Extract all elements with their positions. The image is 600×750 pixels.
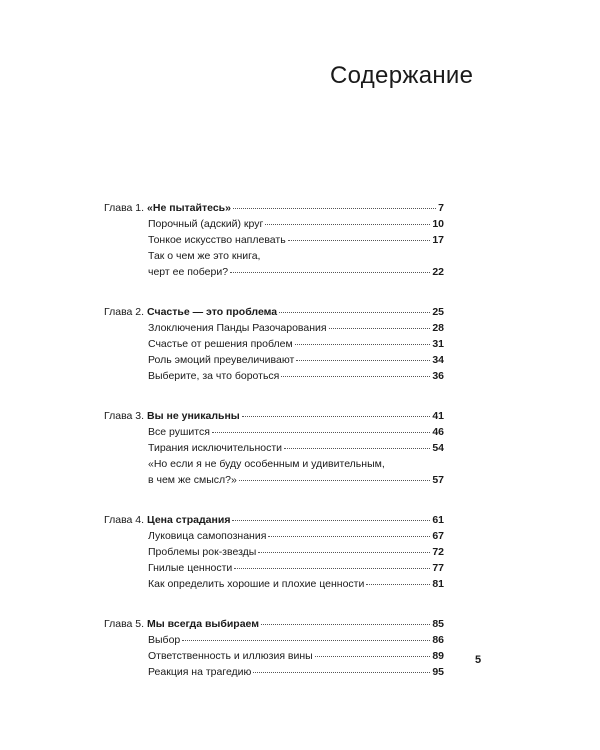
section-title: Проблемы рок-звезды [148, 546, 257, 558]
dot-leader [258, 552, 430, 553]
dot-leader [315, 656, 431, 657]
section-page: 95 [432, 666, 444, 678]
chapter-prefix: Глава 1. [104, 202, 145, 214]
chapter-1 [104, 202, 444, 282]
dot-leader [296, 360, 430, 361]
section-title: Все рушится [148, 426, 210, 438]
section-title: Гнилые ценности [148, 562, 233, 574]
dot-leader [288, 240, 431, 241]
section-page: 57 [432, 474, 444, 486]
dot-leader [253, 672, 430, 673]
chapter-heading[interactable] [104, 306, 444, 322]
section-page: 17 [432, 234, 444, 246]
section-page: 34 [432, 354, 444, 366]
section-title-line1: «Но если я не буду особенным и удивительным, [148, 458, 385, 470]
section-entry[interactable] [104, 546, 444, 562]
section-entry[interactable] [104, 250, 444, 282]
chapter-prefix: Глава 3. [104, 410, 145, 422]
chapter-heading[interactable] [104, 618, 444, 634]
chapter-4 [104, 514, 444, 594]
chapter-page: 61 [432, 514, 444, 526]
table-of-contents [104, 202, 444, 706]
section-title: Как определить хорошие и плохие ценности [148, 578, 365, 590]
section-page: 28 [432, 322, 444, 334]
chapter-prefix: Глава 2. [104, 306, 145, 318]
dot-leader [261, 624, 430, 625]
chapter-3 [104, 410, 444, 490]
dot-leader [230, 272, 430, 273]
section-page: 46 [432, 426, 444, 438]
section-page: 72 [432, 546, 444, 558]
chapter-title: Цена страдания [147, 514, 231, 526]
dot-leader [182, 640, 430, 641]
dot-leader [234, 568, 430, 569]
section-entry[interactable] [104, 322, 444, 338]
section-entry[interactable] [104, 234, 444, 250]
dot-leader [265, 224, 430, 225]
section-title-line1: Так о чем же это книга, [148, 250, 261, 262]
dot-leader [212, 432, 430, 433]
dot-leader [295, 344, 431, 345]
section-entry[interactable] [104, 666, 444, 682]
chapter-2 [104, 306, 444, 386]
chapter-title: Мы всегда выбираем [147, 618, 260, 630]
section-entry[interactable] [104, 442, 444, 458]
section-title-line2: черт ее побери? [148, 266, 229, 278]
section-entry[interactable] [104, 354, 444, 370]
section-title: Тирания исключительности [148, 442, 283, 454]
dot-leader [279, 312, 430, 313]
section-title: Роль эмоций преувеличивают [148, 354, 295, 366]
chapter-heading[interactable] [104, 410, 444, 426]
dot-leader [233, 208, 436, 209]
dot-leader [268, 536, 430, 537]
chapter-prefix: Глава 5. [104, 618, 145, 630]
chapter-page: 85 [432, 618, 444, 630]
page-title: Содержание [330, 62, 474, 89]
section-page: 31 [432, 338, 444, 350]
dot-leader [366, 584, 430, 585]
chapter-prefix: Глава 4. [104, 514, 145, 526]
section-page: 89 [432, 650, 444, 662]
section-entry[interactable] [104, 634, 444, 650]
chapter-title: «Не пытайтесь» [147, 202, 231, 214]
section-page: 22 [432, 266, 444, 278]
chapter-heading[interactable] [104, 202, 444, 218]
section-title: Счастье от решения проблем [148, 338, 293, 350]
dot-leader [242, 416, 431, 417]
section-page: 36 [432, 370, 444, 382]
dot-leader [232, 520, 430, 521]
section-entry[interactable] [104, 338, 444, 354]
section-title: Луковица самопознания [148, 530, 267, 542]
chapter-title: Счастье — это проблема [147, 306, 278, 318]
section-page: 77 [432, 562, 444, 574]
section-page: 81 [432, 578, 444, 590]
section-page: 86 [432, 634, 444, 646]
dot-leader [329, 328, 431, 329]
section-page: 10 [432, 218, 444, 230]
dot-leader [284, 448, 430, 449]
section-entry[interactable] [104, 562, 444, 578]
section-title: Выбор [148, 634, 181, 646]
dot-leader [239, 480, 431, 481]
section-title: Выберите, за что бороться [148, 370, 280, 382]
chapter-page: 25 [432, 306, 444, 318]
chapter-heading[interactable] [104, 514, 444, 530]
section-title: Ответственность и иллюзия вины [148, 650, 313, 662]
section-title: Реакция на трагедию [148, 666, 252, 678]
section-entry[interactable] [104, 530, 444, 546]
chapter-title: Вы не уникальны [147, 410, 240, 422]
section-page: 67 [432, 530, 444, 542]
section-title-line2: в чем же смысл?» [148, 474, 237, 486]
section-page: 54 [432, 442, 444, 454]
section-entry[interactable] [104, 370, 444, 386]
dot-leader [281, 376, 430, 377]
page-number: 5 [475, 654, 482, 666]
chapter-page: 41 [432, 410, 444, 422]
section-entry[interactable] [104, 578, 444, 594]
section-entry[interactable] [104, 218, 444, 234]
chapter-page: 7 [438, 202, 444, 214]
chapter-5 [104, 618, 444, 682]
section-title: Злоключения Панды Разочарования [148, 322, 327, 334]
section-entry[interactable] [104, 426, 444, 442]
section-title: Порочный (адский) круг [148, 218, 264, 230]
section-entry[interactable] [104, 458, 444, 490]
section-title: Тонкое искусство наплевать [148, 234, 286, 246]
section-entry[interactable] [104, 650, 444, 666]
